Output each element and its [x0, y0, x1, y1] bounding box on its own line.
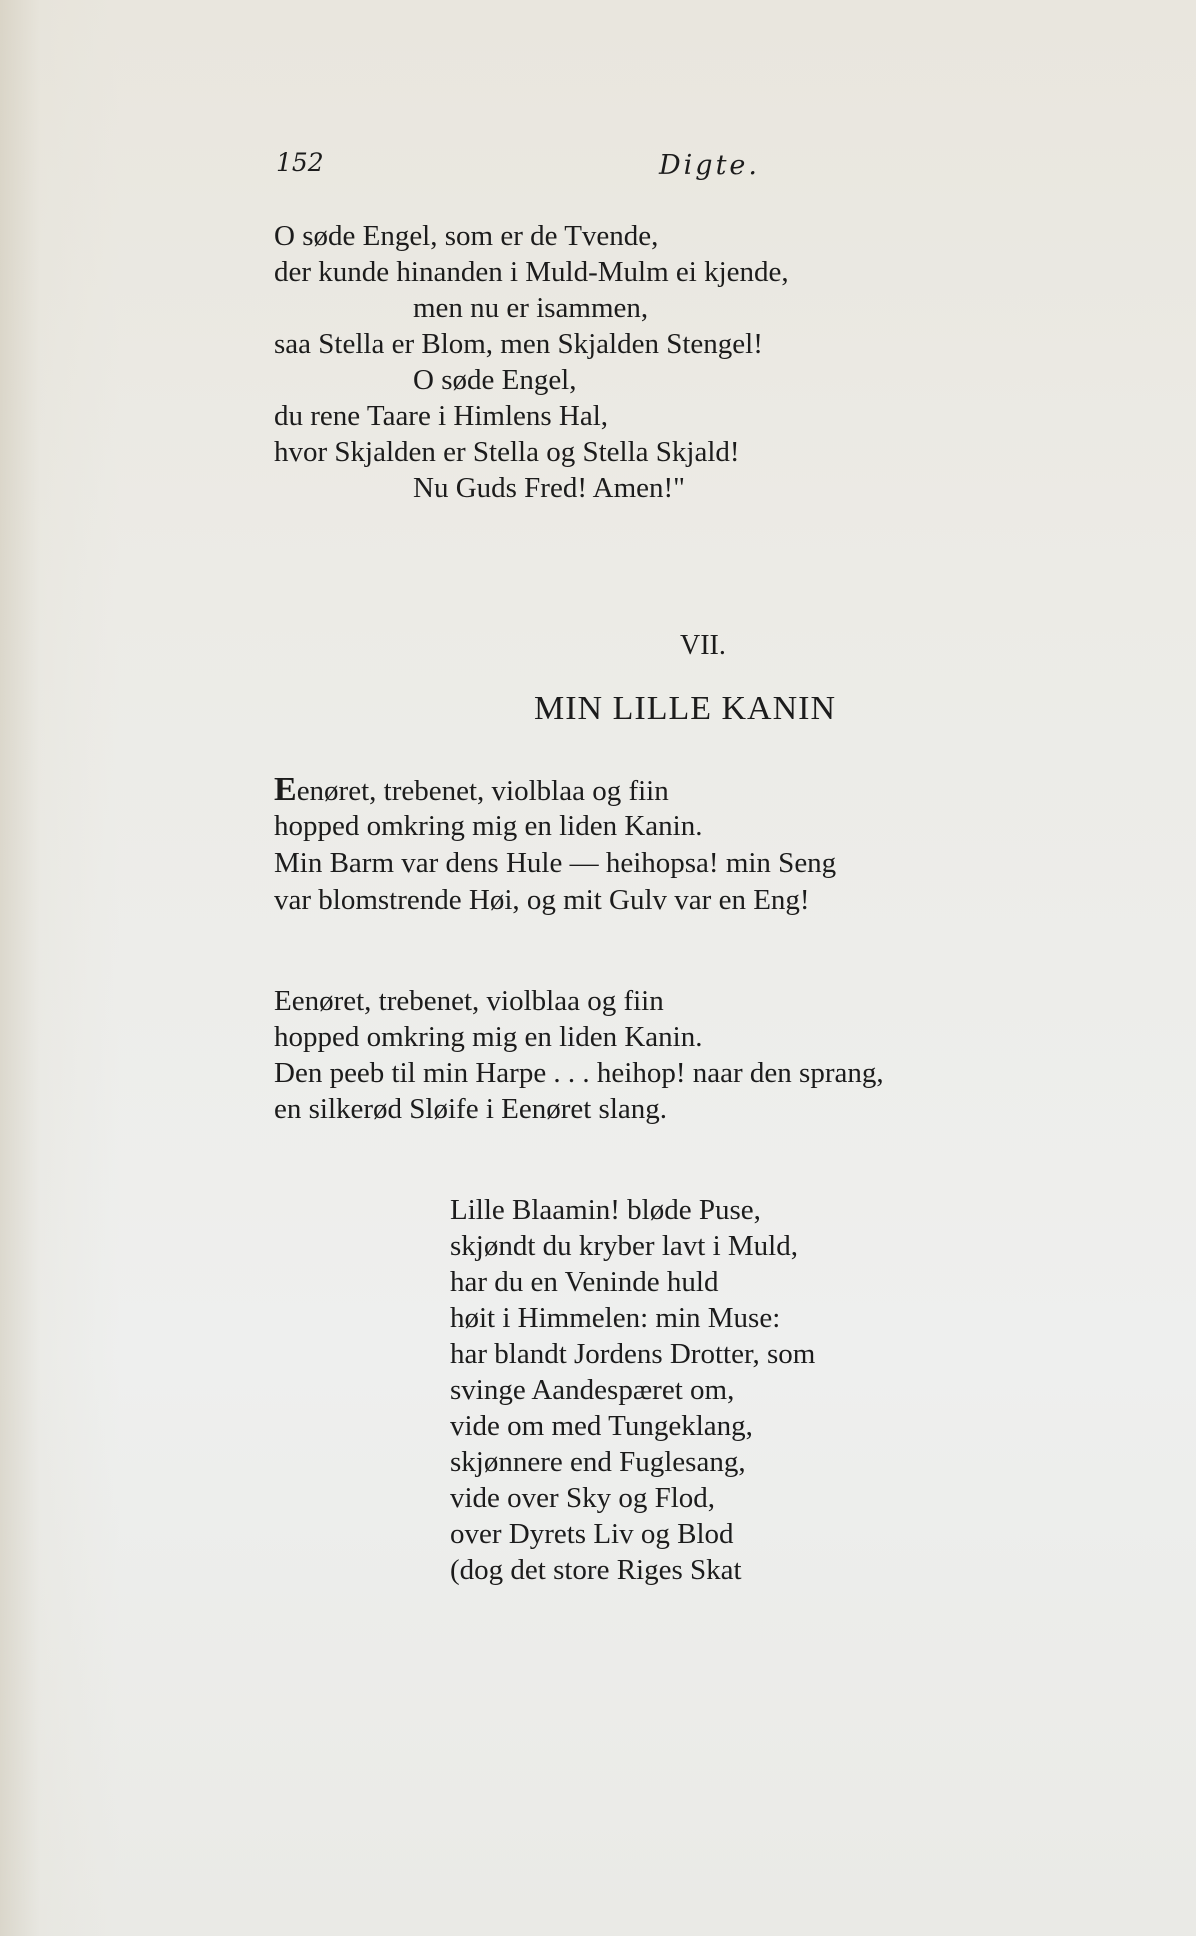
page-number: 152 — [276, 148, 324, 177]
verse-line: O søde Engel, som er de Tvende, — [274, 220, 659, 252]
verse-line: Lille Blaamin! bløde Puse, — [450, 1194, 761, 1226]
running-head — [276, 148, 760, 188]
verse-line: har du en Veninde huld — [450, 1266, 719, 1298]
verse-line: over Dyrets Liv og Blod — [450, 1518, 734, 1550]
verse-line: Nu Guds Fred! Amen!" — [413, 472, 686, 504]
verse-line: O søde Engel, — [413, 364, 577, 396]
verse-line: Eenøret, trebenet, violblaa og fiin — [274, 985, 664, 1017]
verse-line: svinge Aandespæret om, — [450, 1374, 735, 1406]
verse-line: var blomstrende Høi, og mit Gulv var en Eng! — [274, 884, 810, 916]
running-title: Digte. — [659, 150, 760, 181]
verse-line: høit i Himmelen: min Muse: — [450, 1302, 781, 1334]
verse-line: Den peeb til min Harpe . . . heihop! naar den sprang, — [274, 1057, 884, 1089]
stanza-4 — [450, 1192, 815, 1588]
section-number: VII. — [680, 630, 726, 661]
verse-line: har blandt Jordens Drotter, som — [450, 1338, 816, 1370]
verse-line-first — [274, 771, 836, 808]
verse-line: men nu er isammen, — [413, 292, 649, 324]
verse-line: vide over Sky og Flod, — [450, 1482, 716, 1514]
verse-line: (dog det store Riges Skat — [450, 1554, 742, 1586]
verse-line: en silkerød Sløife i Eenøret slang. — [274, 1093, 668, 1125]
verse-line: skjøndt du kryber lavt i Muld, — [450, 1230, 798, 1262]
verse-line: skjønnere end Fuglesang, — [450, 1446, 746, 1478]
stanza-3 — [274, 983, 884, 1127]
verse-line: saa Stella er Blom, men Skjalden Stengel! — [274, 328, 763, 360]
poem-title: MIN LILLE KANIN — [534, 690, 837, 727]
verse-line: vide om med Tungeklang, — [450, 1410, 753, 1442]
verse-line: der kunde hinanden i Muld-Mulm ei kjende, — [274, 256, 789, 288]
verse-line: du rene Taare i Himlens Hal, — [274, 400, 609, 432]
verse-line: hvor Skjalden er Stella og Stella Skjald! — [274, 436, 740, 468]
drop-cap: E — [274, 771, 297, 808]
verse-line: hopped omkring mig en liden Kanin. — [274, 1021, 703, 1053]
stanza-2 — [274, 771, 836, 919]
stanza-1 — [274, 218, 789, 506]
first-line-rest: enøret, trebenet, violblaa og fiin — [296, 775, 669, 807]
verse-line: Min Barm var dens Hule — heihopsa! min Seng — [274, 847, 837, 879]
verse-line: hopped omkring mig en liden Kanin. — [274, 810, 703, 842]
